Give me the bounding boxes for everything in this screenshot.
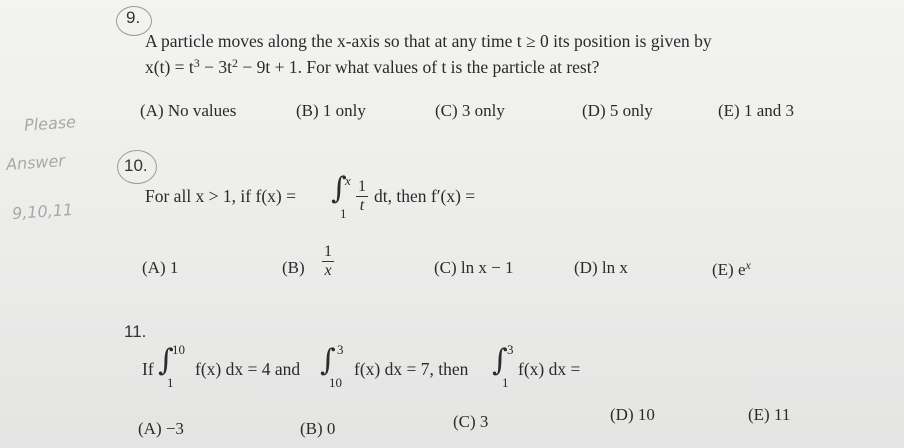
q11-int2-lower: 10 (329, 375, 342, 390)
q11-if: If (142, 359, 154, 379)
q10-number: 10. (124, 156, 148, 175)
q10-lower-limit: 1 (340, 206, 347, 221)
q10-choice-d[interactable]: (D) ln x (574, 258, 628, 277)
q10-choice-e-label: (E) e (712, 260, 746, 279)
q11-integral-2 (320, 343, 336, 378)
q9-line2-mid1: − 3t (199, 57, 232, 77)
q9-line1: A particle moves along the x-axis so that at any time t ≥ 0 its position is given by (145, 31, 712, 51)
q11-choice-e[interactable]: (E) 11 (748, 405, 791, 424)
integral-sign: ∫ (492, 343, 508, 378)
q9-number: 9. (126, 8, 141, 27)
q10-choice-a[interactable]: (A) 1 (142, 258, 179, 277)
handwritten-question-list: 9,10,11 (11, 199, 74, 224)
q11-int3-lower: 1 (502, 375, 509, 390)
q10-choice-e[interactable] (712, 258, 751, 280)
q9-choice-a[interactable]: (A) No values (140, 101, 237, 120)
q11-choice-c[interactable]: (C) 3 (453, 412, 489, 431)
q9-choice-b[interactable]: (B) 1 only (296, 101, 366, 120)
q11-int3-body: f(x) dx = (518, 359, 581, 379)
q11-integral-3 (492, 343, 508, 378)
q10-pre: For all x > 1, if f(x) = (145, 186, 296, 206)
handwritten-please: Please (23, 112, 77, 135)
handwritten-answer: Answer (5, 150, 66, 175)
q11-int3-upper: 3 (507, 342, 514, 357)
q9-choice-e[interactable]: (E) 1 and 3 (718, 101, 795, 120)
q10-choice-b[interactable] (282, 258, 305, 278)
q11-number: 11. (124, 322, 147, 341)
q10-choice-c[interactable]: (C) ln x − 1 (434, 258, 514, 277)
q10-choice-e-exp: x (745, 258, 751, 272)
q9-exp3: 3 (193, 56, 200, 70)
q9-choice-c[interactable]: (C) 3 only (435, 101, 505, 120)
integral-sign: ∫ (158, 343, 174, 378)
q10-upper-limit: x (345, 173, 351, 188)
q9-line2-mid2: − 9t + 1. For what values of t is the particle at rest? (237, 57, 600, 77)
q11-int1-body: f(x) dx = 4 and (195, 359, 301, 379)
q9-choice-d[interactable]: (D) 5 only (582, 101, 653, 120)
q10-choice-b-fraction (322, 243, 334, 279)
q11-choice-a[interactable]: (A) −3 (138, 419, 184, 438)
q10-post: dt, then f′(x) = (374, 186, 476, 206)
q9-exp2: 2 (231, 56, 238, 70)
q11-int2-upper: 3 (337, 342, 344, 357)
q10-frac-num: 1 (358, 178, 366, 195)
q9-line2-pre: x(t) = t (145, 57, 194, 77)
q11-int2-body: f(x) dx = 7, then (354, 359, 469, 379)
q10-choice-b-den: x (324, 261, 332, 279)
q11-int1-lower: 1 (167, 375, 174, 390)
q10-integrand-fraction (356, 178, 368, 214)
integral-sign: ∫ (320, 343, 336, 378)
q11-choice-d[interactable]: (D) 10 (610, 405, 655, 424)
q10-choice-b-num: 1 (324, 243, 332, 260)
integral-sign: ∫ (331, 171, 347, 206)
q11-int1-upper: 10 (172, 342, 185, 357)
q11-choice-b[interactable]: (B) 0 (300, 419, 336, 438)
q10-frac-den: t (359, 196, 365, 214)
q9-line2 (145, 56, 599, 78)
q10-choice-b-label: (B) (282, 258, 305, 277)
